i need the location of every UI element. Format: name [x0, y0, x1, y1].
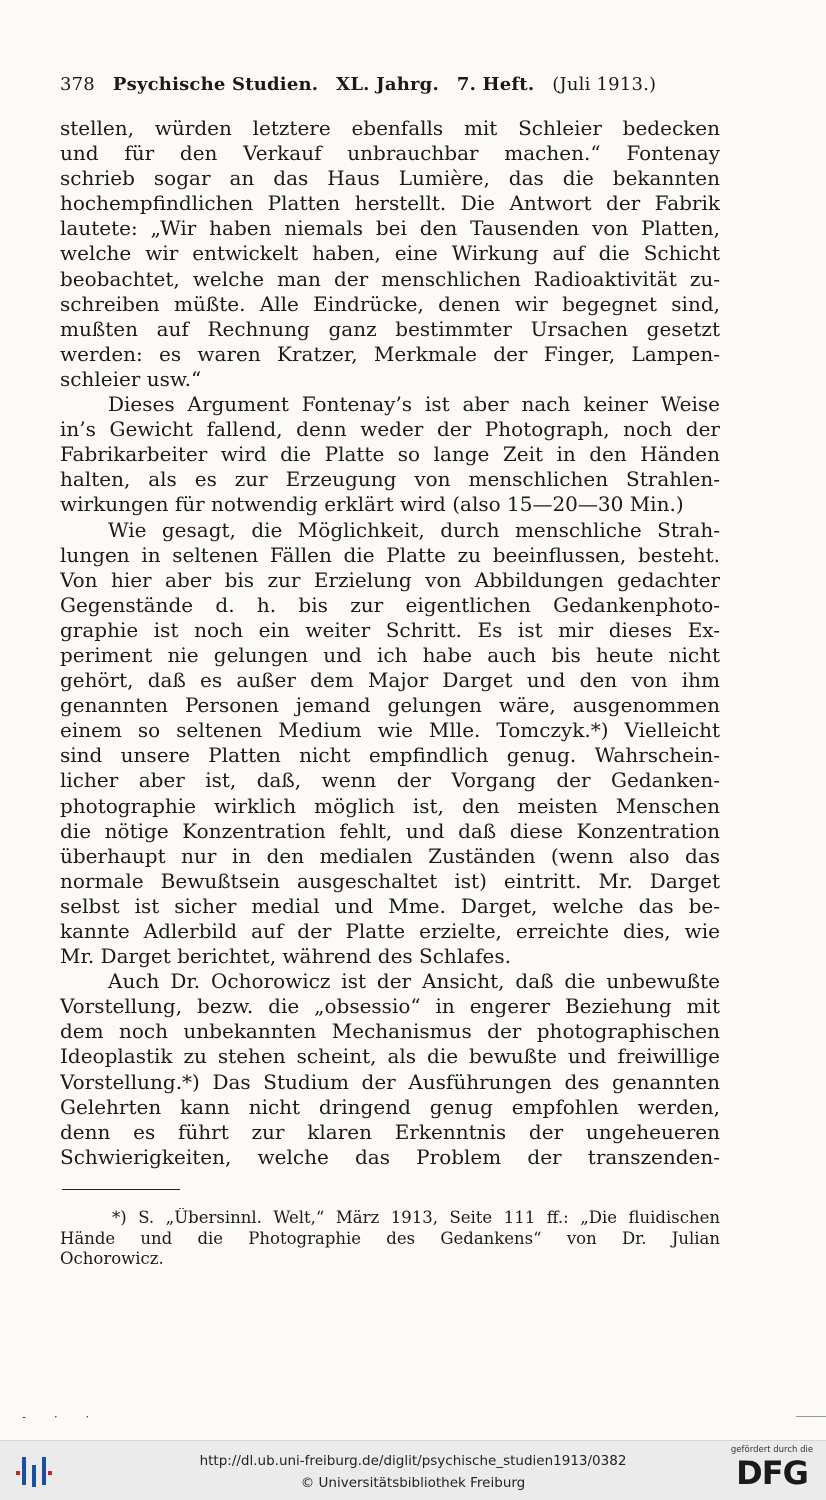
text-line: einem so seltenen Medium wie Mlle. Tomczyk.*) Vielleicht	[60, 718, 720, 743]
journal-title: Psychische Studien.	[112, 74, 319, 95]
text-line: licher aber ist, daß, wenn der Vorgang der Gedanken-	[60, 768, 720, 793]
dfg-sponsor[interactable]	[726, 1445, 818, 1497]
text-line: Vorstellung.*) Das Studium der Ausführungen des genannten	[60, 1069, 720, 1094]
permalink[interactable]: http://dl.ub.uni-freiburg.de/diglit/psychische_studien1913/0382	[199, 1453, 627, 1469]
text-line: in’s Gewicht fallend, denn weder der Photograph, noch der	[60, 417, 720, 442]
running-head	[60, 74, 760, 95]
text-line: dem noch unbekannten Mechanismus der photographischen	[60, 1019, 720, 1044]
text-line: die nötige Konzentration fehlt, und daß diese Konzentration	[60, 818, 720, 843]
sponsor-caption: gefördert durch die	[730, 1445, 814, 1455]
footnote	[60, 1208, 720, 1270]
text-line: wirkungen für notwendig erklärt wird (also 15—20—30 Min.)	[60, 492, 684, 517]
text-line: Fabrikarbeiter wird die Platte so lange Zeit in den Händen	[60, 442, 720, 467]
dfg-logo-icon: DFG	[736, 1454, 808, 1492]
text-line: lautete: „Wir haben niemals bei den Tausenden von Platten,	[60, 216, 720, 241]
text-line: hochempfindlichen Platten herstellt. Die Antwort der Fabrik	[60, 191, 720, 216]
text-line: mußten auf Rechnung ganz bestimmter Ursachen gesetzt	[60, 316, 720, 341]
footnote-line: *) S. „Übersinnl. Welt,“ März 1913, Seite 111 ff.: „Die fluidischen	[112, 1208, 720, 1227]
text-line: Schwierigkeiten, welche das Problem der transzenden-	[60, 1144, 720, 1169]
text-line: Von hier aber bis zur Erzielung von Abbildungen gedachter	[60, 567, 720, 592]
text-line: normale Bewußtsein ausgeschaltet ist) eintritt. Mr. Darget	[60, 868, 720, 893]
text-line: genannten Personen jemand gelungen wäre, ausgenommen	[60, 693, 720, 718]
text-line: schrieb sogar an das Haus Lumière, das die bekannten	[60, 166, 720, 191]
text-line: beobachtet, welche man der menschlichen Radioaktivität zu-	[60, 266, 720, 291]
issue: 7. Heft.	[456, 74, 535, 95]
text-line: periment nie gelungen und ich habe auch bis heute nicht	[60, 642, 720, 667]
text-line: werden: es waren Kratzer, Merkmale der Finger, Lampen-	[60, 341, 720, 366]
text-line: Ideoplastik zu stehen scheint, als die bewußte und freiwillige	[60, 1044, 720, 1069]
text-line: stellen, würden letztere ebenfalls mit Schleier bedecken	[60, 116, 720, 140]
text-line: Auch Dr. Ochorowicz ist der Ansicht, daß die unbewußte	[108, 969, 720, 994]
text-line: sind unsere Platten nicht empfindlich genug. Wahrschein-	[60, 743, 720, 768]
issue-date: (Juli 1913.)	[552, 74, 657, 95]
text-line: halten, als es zur Erzeugung von menschlichen Strahlen-	[60, 467, 720, 492]
text-line: und für den Verkauf unbrauchbar machen.“ Fontenay	[60, 141, 720, 166]
footnote-line: Hände und die Photographie des Gedankens“ von Dr. Julian	[60, 1228, 720, 1248]
body-text	[60, 116, 720, 1170]
text-line: denn es führt zur klaren Erkenntnis der ungeheueren	[60, 1119, 720, 1144]
text-line: schreiben müßte. Alle Eindrücke, denen wir begegnet sind,	[60, 291, 720, 316]
viewer-footer	[0, 1440, 826, 1500]
copyright-notice: © Universitätsbibliothek Freiburg	[300, 1475, 526, 1491]
text-line: photographie wirklich möglich ist, den meisten Menschen	[60, 793, 720, 818]
text-line: Dieses Argument Fontenay’s ist aber nach keiner Weise	[108, 392, 720, 417]
text-line: Mr. Darget berichtet, während des Schlafes.	[60, 944, 511, 969]
text-line: gehört, daß es außer dem Major Darget und den von ihm	[60, 668, 720, 693]
text-line: lungen in seltenen Fällen die Platte zu beeinflussen, besteht.	[60, 542, 720, 567]
scan-specks: - · ·	[22, 1410, 102, 1424]
text-line: schleier usw.“	[60, 366, 202, 391]
text-line: Wie gesagt, die Möglichkeit, durch menschliche Strah-	[108, 517, 720, 542]
footnote-rule	[62, 1189, 180, 1190]
footnote-line: Ochorowicz.	[60, 1249, 164, 1268]
text-line: Gelehrten kann nicht dringend genug empfohlen werden,	[60, 1094, 720, 1119]
text-line: kannte Adlerbild auf der Platte erzielte, erreichte dies, wie	[60, 919, 720, 943]
page-number: 378	[60, 74, 95, 95]
text-line: Gegenstände d. h. bis zur eigentlichen Gedankenphoto-	[60, 592, 720, 617]
text-line: welche wir entwickelt haben, eine Wirkung auf die Schicht	[60, 241, 720, 266]
volume: XL. Jahrg.	[336, 74, 439, 95]
text-line: graphie ist noch ein weiter Schritt. Es ist mir dieses Ex-	[60, 617, 720, 642]
text-line: selbst ist sicher medial und Mme. Darget, welche das be-	[60, 893, 720, 918]
text-line: Vorstellung, bezw. die „obsessio“ in engerer Beziehung mit	[60, 994, 720, 1019]
text-line: überhaupt nur in den medialen Zuständen (wenn also das	[60, 843, 720, 868]
scan-edge-mark	[796, 1416, 826, 1417]
